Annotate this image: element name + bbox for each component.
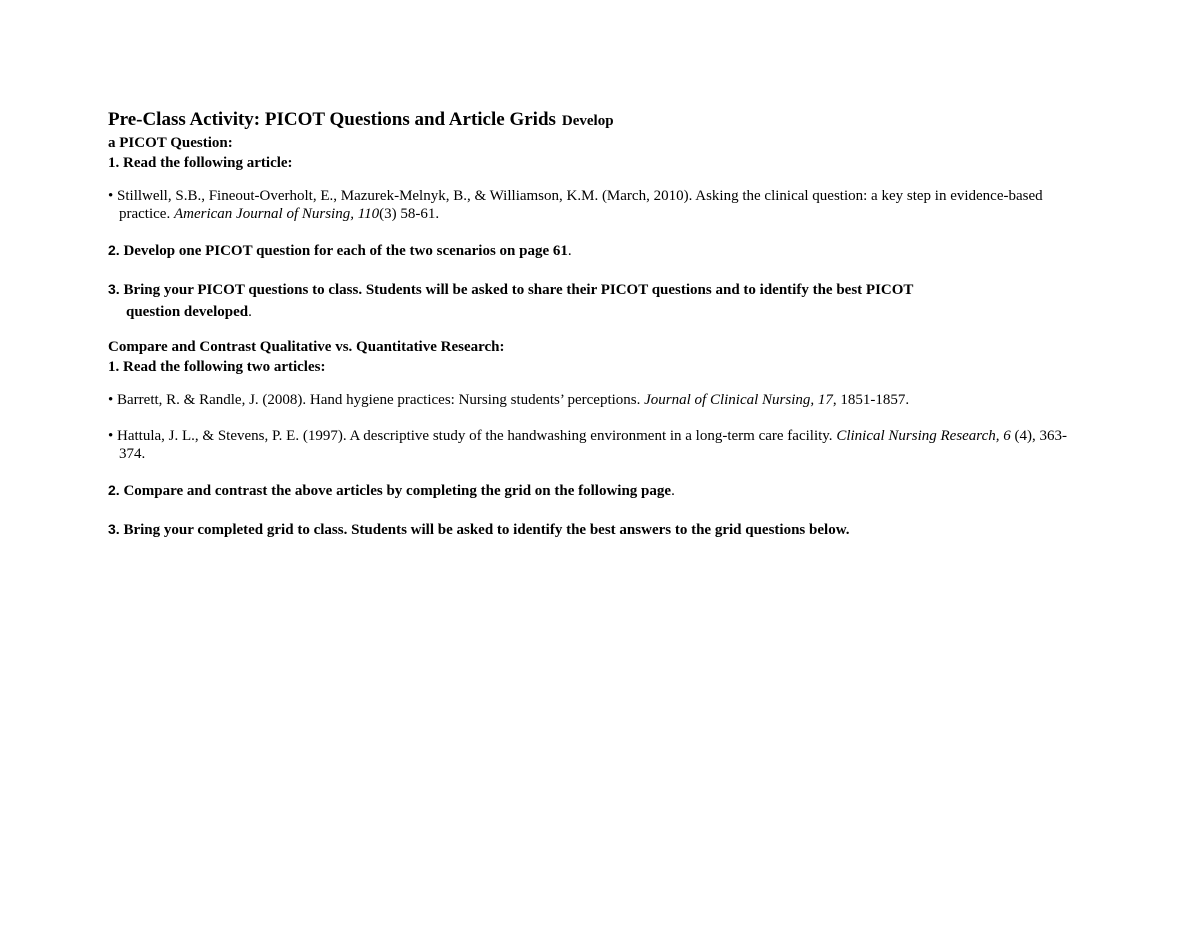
subtitle: a PICOT Question: <box>108 135 233 151</box>
title-text: Pre-Class Activity: PICOT Questions and Article Grids <box>108 109 556 130</box>
bullet: • <box>108 188 114 204</box>
bullet: • <box>108 392 114 408</box>
citation-stillwell <box>108 187 1088 223</box>
citation-text: Barrett, R. & Randle, J. (2008). Hand hygiene practices: Nursing students’ perceptions. <box>117 392 641 408</box>
document-page <box>108 108 1088 541</box>
step-text: Bring your completed grid to class. Students will be asked to identify the best answers to the grid questions below. <box>123 522 850 538</box>
step-trail: . <box>567 243 572 259</box>
step-number: 2. <box>108 482 120 498</box>
step-trail: . <box>248 304 252 320</box>
bullet: • <box>108 428 114 444</box>
step-text: Compare and contrast the above articles by completing the grid on the following page <box>123 483 672 499</box>
section2-step2 <box>108 479 1088 502</box>
citation-journal: Clinical Nursing Research, 6 <box>836 428 1011 444</box>
section2-step1: 1. Read the following two articles: <box>108 359 326 375</box>
step-text: question developed <box>126 304 249 320</box>
step-trail: . <box>671 483 675 499</box>
citation-tail: (4), 363-374. <box>119 428 1067 462</box>
section2-step3 <box>108 518 1088 541</box>
section1-step3 <box>108 278 1088 301</box>
citation-text: Stillwell, S.B., Fineout-Overholt, E., Mazurek-Melnyk, B., & Williamson, K.M. (March, 2010). Asking the clinical question: a key step in evidence-based practice. <box>117 188 1043 222</box>
citation-text: Hattula, J. L., & Stevens, P. E. (1997). A descriptive study of the handwashing environment in a long-term care facility. <box>117 428 833 444</box>
citation-barrett <box>108 391 1088 409</box>
step-number: 3. <box>108 521 120 537</box>
section2-heading: Compare and Contrast Qualitative vs. Quantitative Research: <box>108 339 505 355</box>
section1-step3-continued <box>108 301 1088 323</box>
section1-step1: 1. Read the following article: <box>108 155 293 171</box>
title-develop-text: Develop <box>561 113 614 129</box>
page-title <box>108 108 1088 133</box>
citation-journal: Journal of Clinical Nursing, 17 <box>644 392 833 408</box>
citation-hattula <box>108 427 1088 463</box>
citation-journal: American Journal of Nursing, 110 <box>173 206 380 222</box>
citation-tail: , 1851-1857. <box>832 392 910 408</box>
section1-step2 <box>108 239 1088 262</box>
step-text: Bring your PICOT questions to class. Students will be asked to share their PICOT questions and to identify the best PICOT <box>123 282 914 298</box>
step-number: 2. <box>108 242 120 258</box>
step-text: Develop one PICOT question for each of the two scenarios on page 61 <box>123 243 568 259</box>
citation-tail: (3) 58-61. <box>379 206 440 222</box>
step-number: 3. <box>108 281 120 297</box>
